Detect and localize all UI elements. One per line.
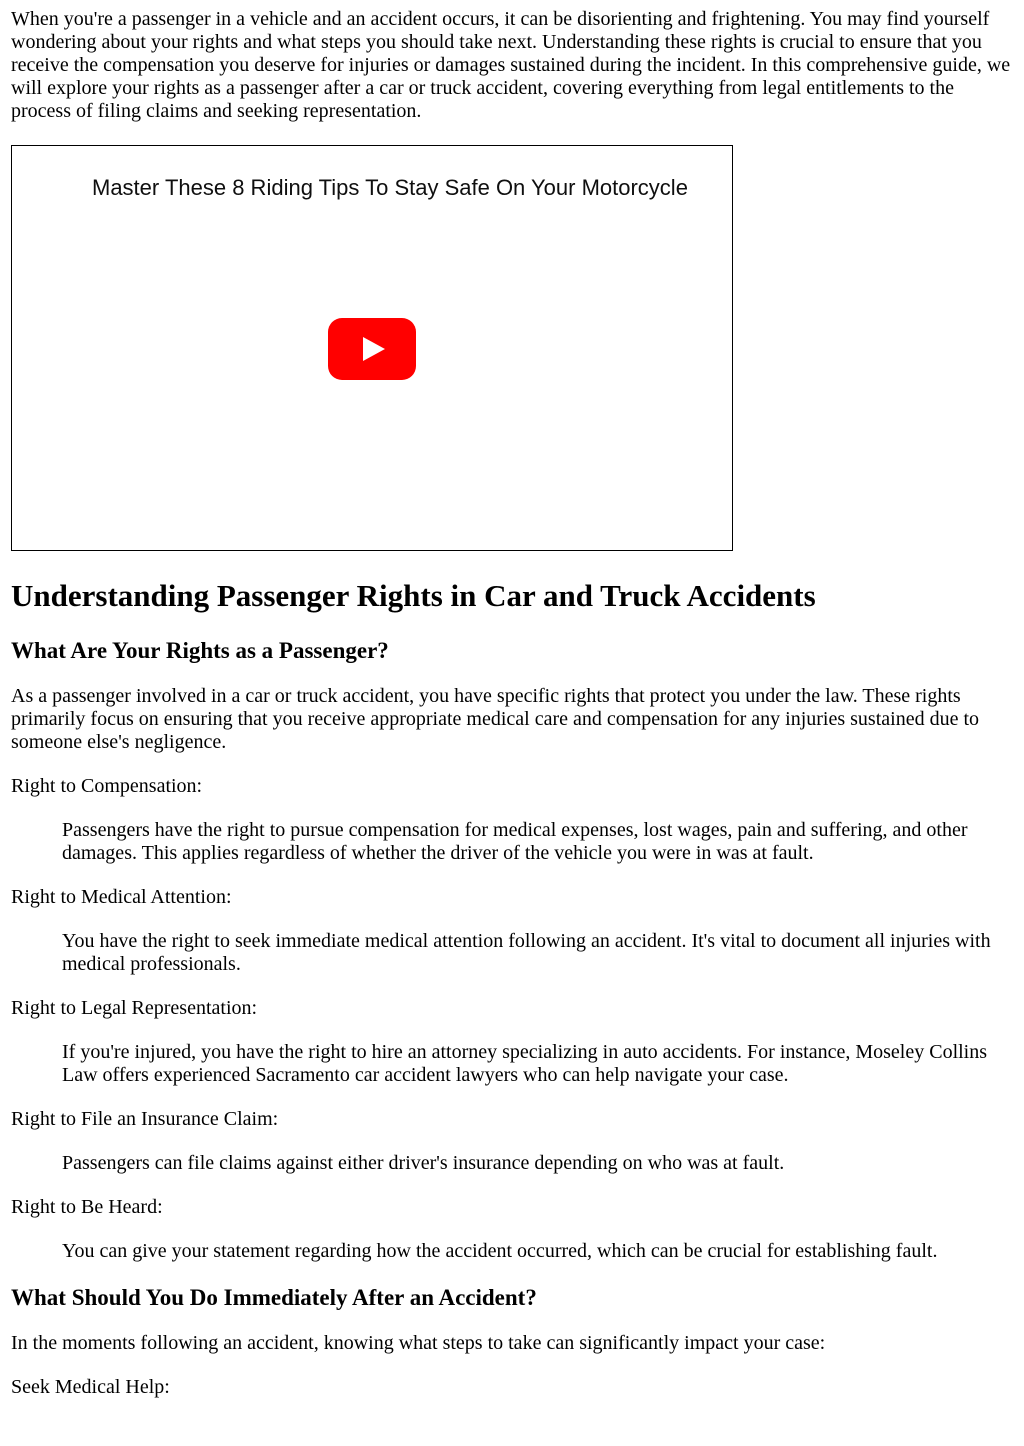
play-button-graphic [328, 318, 416, 380]
page-title: Understanding Passenger Rights in Car and Truck Accidents [11, 578, 816, 613]
intro-paragraph: When you're a passenger in a vehicle and an accident occurs, it can be disorienting and frightening. You may find yourself wondering about your rights and what steps you should take next. Understanding these rights is crucial to ensure that you receive the compensation you deserve for injuries or damages sustained during the incident. In this comprehensive guide, we will explore your rights as a passenger after a car or truck accident, covering everything from legal entitlements to the process of filing claims and seeking representation. [11, 8, 1011, 122]
section-heading-rights: What Are Your Rights as a Passenger? [11, 638, 389, 663]
right-description: If you're injured, you have the right to hire an attorney specializing in auto accidents. For instance, Moseley Collins Law offers experienced Sacramento car accident lawyers who can help navigate your case. [62, 1041, 988, 1086]
video-title[interactable]: Master These 8 Riding Tips To Stay Safe On Your Motorcycle [92, 175, 688, 200]
rights-list [11, 775, 1013, 1263]
right-description: Passengers have the right to pursue compensation for medical expenses, lost wages, pain and suffering, and other damages. This applies regardless of whether the driver of the vehicle you were in was at fault. [62, 819, 968, 864]
video-embed[interactable] [11, 145, 733, 551]
right-term: Right to Be Heard: [11, 1196, 163, 1218]
section-heading-after-accident: What Should You Do Immediately After an Accident? [11, 1285, 537, 1310]
youtube-play-icon[interactable] [328, 318, 416, 380]
right-term: Right to File an Insurance Claim: [11, 1108, 279, 1130]
rights-intro-paragraph: As a passenger involved in a car or truck accident, you have specific rights that protect you under the law. These rights primarily focus on ensuring that you receive appropriate medical care and compensation for any injuries sustained due to someone else's negligence. [11, 685, 980, 753]
right-term: Right to Medical Attention: [11, 886, 232, 908]
right-description: Passengers can file claims against either driver's insurance depending on who was at fault. [62, 1152, 785, 1174]
after-accident-paragraph: In the moments following an accident, knowing what steps to take can significantly impact your case: [11, 1332, 826, 1354]
right-description: You can give your statement regarding how the accident occurred, which can be crucial for establishing fault. [62, 1240, 938, 1262]
right-term: Right to Legal Representation: [11, 997, 258, 1019]
step-term: Seek Medical Help: [11, 1376, 170, 1398]
right-description: You have the right to seek immediate medical attention following an accident. It's vital to document all injuries with medical professionals. [62, 930, 991, 975]
right-term: Right to Compensation: [11, 775, 203, 797]
